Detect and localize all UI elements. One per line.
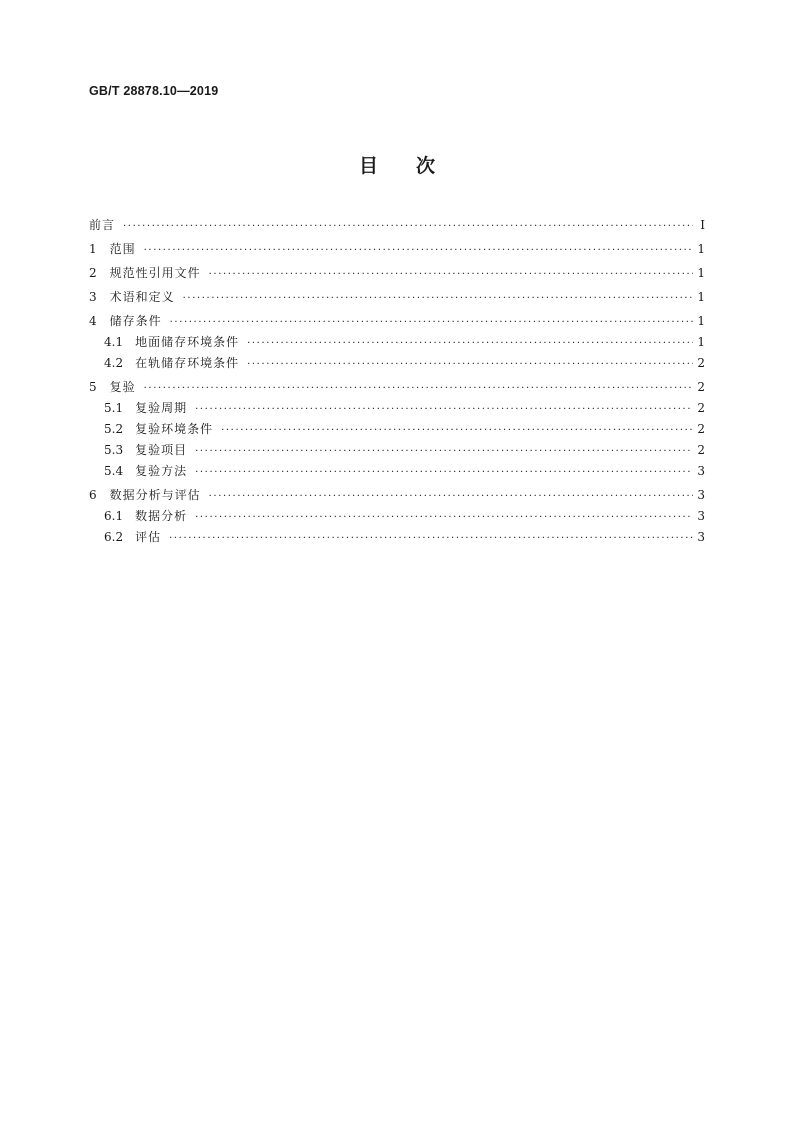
toc-entry-label: 在轨储存环境条件 [135,356,240,370]
toc-entry-5-3[interactable] [89,440,705,461]
toc-entry-page: 3 [697,530,705,544]
toc-entry-page: 3 [697,488,705,502]
toc-dot-leader [144,378,693,399]
toc-entry-3[interactable] [89,287,705,308]
toc-entry-4[interactable] [89,311,705,332]
toc-entry-label: 复验 [109,380,136,394]
toc-entry-number: 4 [89,314,97,328]
toc-entry-number: 2 [89,266,97,280]
toc-entry-label: 范围 [109,242,136,256]
toc-dot-leader [195,462,693,483]
toc-entry-number: 6 [89,488,97,502]
toc-entry-6-1[interactable] [89,506,705,527]
toc-entry-page: 1 [697,290,705,304]
standard-code: GB/T 28878.10—2019 [89,84,219,98]
toc-dot-leader [221,420,693,441]
toc-entry-page: 2 [697,356,705,370]
toc-entry-page: 2 [697,422,705,436]
toc-dot-leader [170,312,693,333]
toc-entry-label: 前言 [89,218,116,232]
toc-dot-leader [144,240,693,261]
toc-entry-number: 4.1 [104,335,124,349]
toc-entry-6[interactable] [89,485,705,506]
toc-entry-number: 6.1 [104,509,124,523]
toc-entry-page: 2 [697,443,705,457]
toc-dot-leader [195,399,693,420]
toc-entry-number: 5.3 [104,443,124,457]
toc-entry-number: 5.4 [104,464,124,478]
toc-entry-label: 评估 [135,530,162,544]
toc-entry-label: 规范性引用文件 [109,266,201,280]
toc-entry-label: 复验方法 [135,464,188,478]
toc-dot-leader [183,288,693,309]
toc-entry-label: 储存条件 [109,314,162,328]
toc-entry-label: 复验周期 [135,401,188,415]
toc-dot-leader [195,507,693,528]
toc-entry-6-2[interactable] [89,527,705,548]
toc-entry-4-1[interactable] [89,332,705,353]
toc-entry-page: 1 [697,242,705,256]
toc-entry-page: 3 [697,509,705,523]
toc-entry-label: 复验环境条件 [135,422,214,436]
toc-entry-number: 1 [89,242,97,256]
table-of-contents [89,215,705,548]
toc-dot-leader [169,528,693,549]
toc-entry-label: 复验项目 [135,443,188,457]
toc-entry-number: 5.1 [104,401,124,415]
toc-entry-4-2[interactable] [89,353,705,374]
toc-entry-page: 2 [697,401,705,415]
toc-entry-2[interactable] [89,263,705,284]
toc-entry-page: 1 [697,335,705,349]
toc-entry-page: 2 [697,380,705,394]
toc-entry-label: 数据分析 [135,509,188,523]
toc-entry-page: Ⅰ [700,218,705,232]
toc-dot-leader [209,264,693,285]
toc-entry-5-2[interactable] [89,419,705,440]
toc-entry-5-1[interactable] [89,398,705,419]
toc-entry-label: 地面储存环境条件 [135,335,240,349]
toc-entry-label: 数据分析与评估 [109,488,201,502]
toc-entry-number: 3 [89,290,97,304]
toc-entry-page: 1 [697,314,705,328]
toc-title: 目次 [358,155,473,177]
toc-dot-leader [123,216,693,237]
toc-dot-leader [195,441,693,462]
toc-entry-page: 1 [697,266,705,280]
toc-entry-label: 术语和定义 [109,290,175,304]
toc-entry-number: 4.2 [104,356,124,370]
toc-dot-leader [247,354,693,375]
toc-entry-number: 5.2 [104,422,124,436]
toc-entry-5[interactable] [89,377,705,398]
toc-entry-5-4[interactable] [89,461,705,482]
toc-dot-leader [209,486,693,507]
toc-dot-leader [247,333,693,354]
toc-entry-foreword[interactable] [89,215,705,236]
toc-entry-number: 5 [89,380,97,394]
toc-entry-number: 6.2 [104,530,124,544]
toc-entry-page: 3 [697,464,705,478]
toc-entry-1[interactable] [89,239,705,260]
